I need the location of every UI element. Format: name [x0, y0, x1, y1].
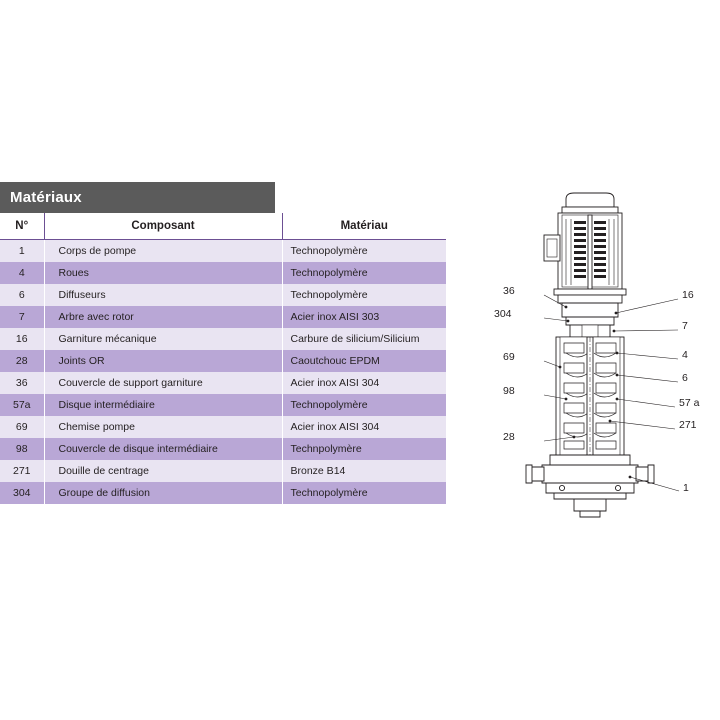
cell-material: Bronze B14: [282, 460, 446, 482]
cell-component: Groupe de diffusion: [44, 482, 282, 504]
table-row: [0, 416, 446, 438]
cell-component: Couvercle de support garniture: [44, 372, 282, 394]
cell-number: 6: [0, 284, 44, 306]
cell-material: Technpolymère: [282, 438, 446, 460]
cell-material: Acier inox AISI 303: [282, 306, 446, 328]
callout-1: 1: [683, 482, 689, 494]
callout-69: 69: [503, 351, 515, 363]
cell-component: Corps de pompe: [44, 240, 282, 263]
cell-number: 57a: [0, 394, 44, 416]
callout-98: 98: [503, 385, 515, 397]
column-header-number: N°: [0, 213, 44, 240]
cell-number: 36: [0, 372, 44, 394]
callout-57a: 57 a: [679, 397, 700, 409]
callout-28: 28: [503, 431, 515, 443]
callout-7: 7: [682, 320, 688, 332]
callout-6: 6: [682, 372, 688, 384]
table-header-row: [0, 213, 446, 240]
table-row: [0, 350, 446, 372]
cell-component: Joints OR: [44, 350, 282, 372]
column-header-material: Matériau: [282, 213, 446, 240]
cell-material: Acier inox AISI 304: [282, 372, 446, 394]
cell-component: Disque intermédiaire: [44, 394, 282, 416]
cell-number: 271: [0, 460, 44, 482]
cell-component: Douille de centrage: [44, 460, 282, 482]
cell-component: Garniture mécanique: [44, 328, 282, 350]
cell-component: Chemise pompe: [44, 416, 282, 438]
cell-component: Roues: [44, 262, 282, 284]
table-row: [0, 262, 446, 284]
table-row: [0, 482, 446, 504]
materials-section-title: Matériaux: [0, 182, 275, 213]
cell-material: Acier inox AISI 304: [282, 416, 446, 438]
cell-material: Caoutchouc EPDM: [282, 350, 446, 372]
table-row: [0, 460, 446, 482]
cell-material: Technopolymère: [282, 240, 446, 263]
table-row: [0, 438, 446, 460]
cell-number: 16: [0, 328, 44, 350]
cell-component: Couvercle de disque intermédiaire: [44, 438, 282, 460]
cell-material: Technopolymère: [282, 482, 446, 504]
column-header-component: Composant: [44, 213, 282, 240]
callout-304: 304: [494, 308, 512, 320]
cell-number: 304: [0, 482, 44, 504]
cell-component: Diffuseurs: [44, 284, 282, 306]
callout-16: 16: [682, 289, 694, 301]
cell-material: Carbure de silicium/Silicium: [282, 328, 446, 350]
table-row: [0, 394, 446, 416]
table-row: [0, 240, 446, 263]
table-row: [0, 372, 446, 394]
cell-number: 4: [0, 262, 44, 284]
table-row: [0, 284, 446, 306]
callout-4: 4: [682, 349, 688, 361]
table-row: [0, 328, 446, 350]
table-row: [0, 306, 446, 328]
pump-cross-section-figure: [470, 185, 710, 530]
cell-material: Technopolymère: [282, 262, 446, 284]
materials-section: [0, 182, 446, 504]
cell-material: Technopolymère: [282, 284, 446, 306]
materials-table: [0, 213, 446, 504]
cell-material: Technopolymère: [282, 394, 446, 416]
callout-271: 271: [679, 419, 697, 431]
callout-36: 36: [503, 285, 515, 297]
cell-number: 1: [0, 240, 44, 263]
cell-number: 69: [0, 416, 44, 438]
cell-number: 7: [0, 306, 44, 328]
cell-number: 28: [0, 350, 44, 372]
cell-number: 98: [0, 438, 44, 460]
cell-component: Arbre avec rotor: [44, 306, 282, 328]
